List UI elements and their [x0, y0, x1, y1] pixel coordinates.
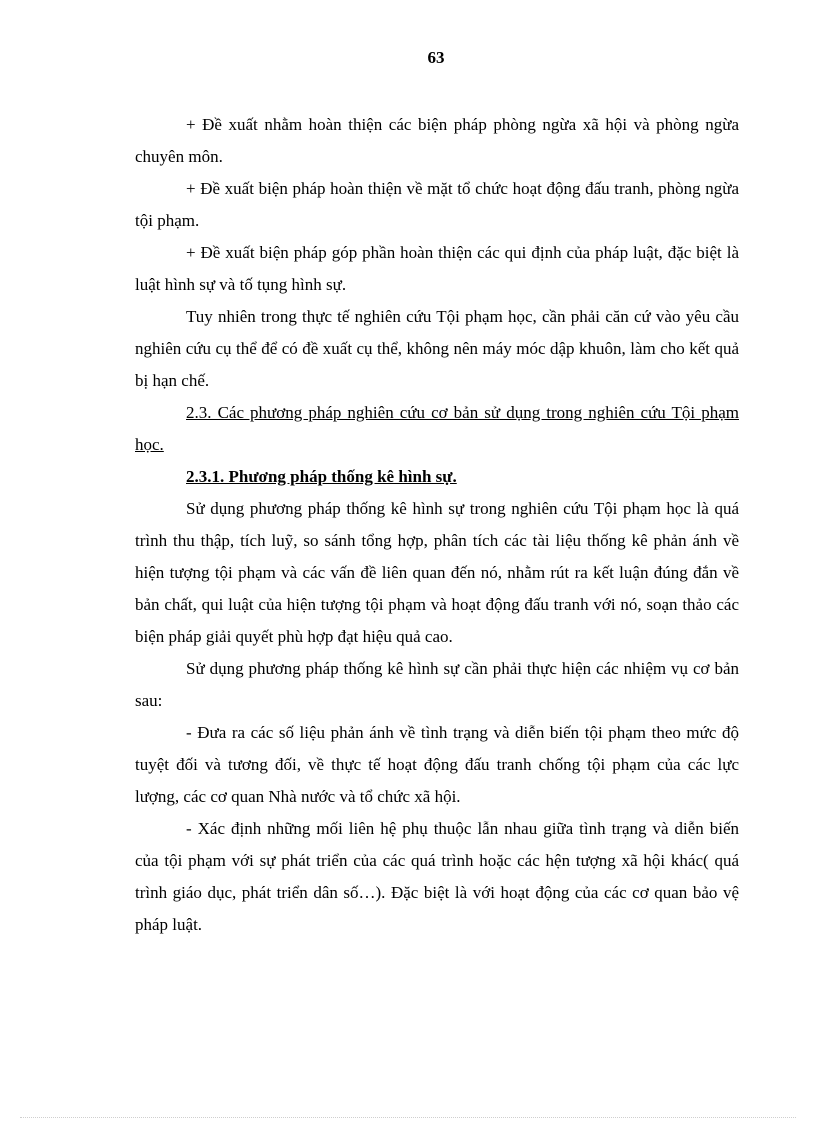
paragraph-statistics-tasks: Sử dụng phương pháp thống kê hình sự cần phải thực hiện các nhiệm vụ cơ bản sau:: [135, 659, 739, 710]
subsection-heading-text: 2.3.1. Phương pháp thống kê hình sự.: [186, 467, 457, 486]
page-content: [135, 109, 739, 941]
paragraph-proposal-law: + Đề xuất biện pháp góp phần hoàn thiện các qui định của pháp luật, đặc biệt là luật hình sự và tố tụng hình sự.: [135, 243, 739, 294]
section-heading: [135, 397, 739, 461]
paragraph-proposal-prevention: + Đề xuất nhằm hoàn thiện các biện pháp phòng ngừa xã hội và phòng ngừa chuyên môn.: [135, 115, 739, 166]
page-bottom-divider: [20, 1117, 796, 1118]
subsection-heading: [135, 461, 739, 493]
page-number: 63: [427, 48, 445, 67]
paragraph-research-note: Tuy nhiên trong thực tế nghiên cứu Tội phạm học, cần phải căn cứ vào yêu cầu nghiên cứu cụ thể để có đề xuất cụ thể, không nên máy móc dập khuôn, làm cho kết quả bị hạn chế.: [135, 307, 739, 390]
list-item-relationship: - Xác định những mối liên hệ phụ thuộc lẫn nhau giữa tình trạng và diễn biến của tội phạm với sự phát triển của các quá trình hoặc các hện tượng xã hội khác( quá trình giáo dục, phát triển dân số…). Đặc biệt là với hoạt động của các cơ quan bảo vệ pháp luật.: [135, 819, 739, 934]
list-item-data-reporting: - Đưa ra các số liệu phản ánh về tình trạng và diễn biến tội phạm theo mức độ tuyệt đối và tương đối, về thực tế hoạt động đấu tranh chống tội phạm của các lực lượng, các cơ quan Nhà nước và tổ chức xã hội.: [135, 723, 739, 806]
paragraph-proposal-organization: + Đề xuất biện pháp hoàn thiện về mặt tổ chức hoạt động đấu tranh, phòng ngừa tội phạm.: [135, 179, 739, 230]
paragraph-statistics-definition: Sử dụng phương pháp thống kê hình sự trong nghiên cứu Tội phạm học là quá trình thu thập, tích luỹ, so sánh tổng hợp, phân tích các tài liệu thống kê phản ánh về hiện tượng tội phạm và các vấn đề liên quan đến nó, nhằm rút ra kết luận đúng đắn về bản chất, qui luật của hiện tượng tội phạm và hoạt động đấu tranh với nó, soạn thảo các biện pháp giải quyết phù hợp đạt hiệu quả cao.: [135, 499, 739, 646]
section-heading-text: 2.3. Các phương pháp nghiên cứu cơ bản sử dụng trong nghiên cứu Tội phạm học.: [135, 403, 739, 454]
